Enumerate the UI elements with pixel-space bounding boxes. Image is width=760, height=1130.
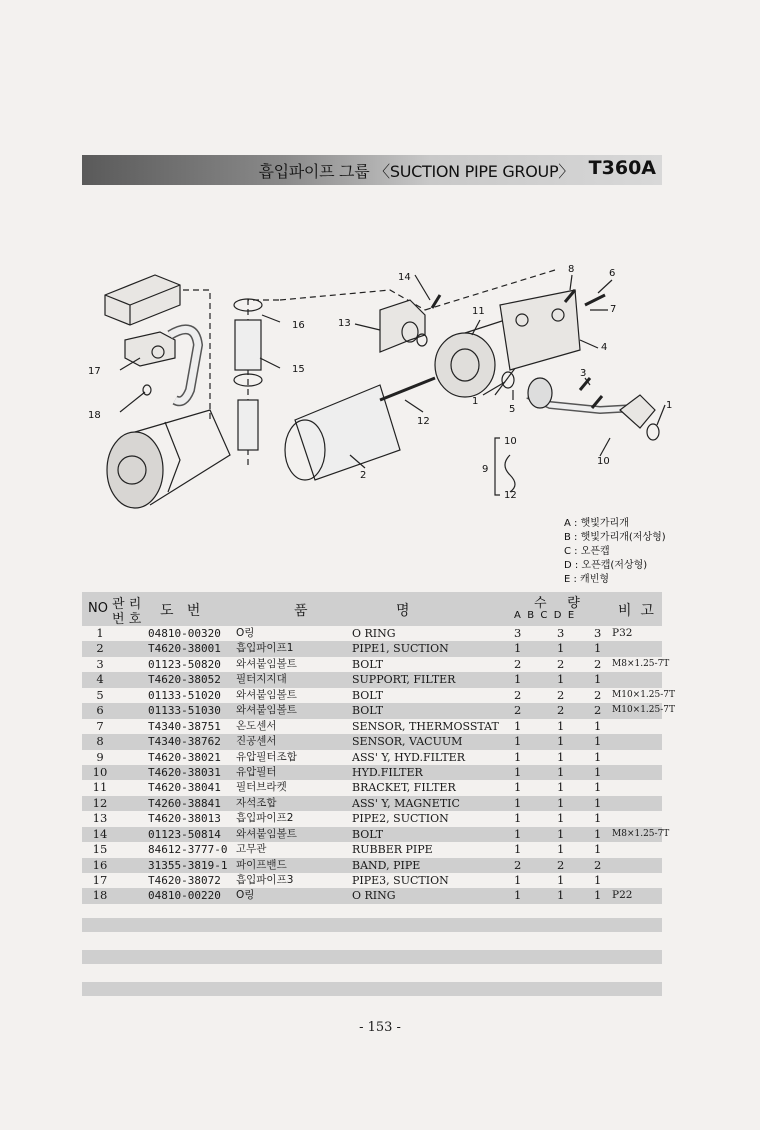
table-row — [82, 826, 670, 842]
cell-english-name: PIPE2, SUCTION — [352, 812, 449, 826]
cell-part-number: T4620-38052 — [148, 673, 221, 687]
cell-english-name: ASS' Y, HYD.FILTER — [352, 750, 465, 764]
cell-qty-a: 1 — [514, 641, 522, 656]
cell-english-name: BOLT — [352, 688, 384, 702]
legend-item: B : 햇빛가리개(저상형) — [564, 532, 666, 543]
header-remarks: 비 고 — [618, 603, 654, 619]
cell-qty-a: 1 — [514, 749, 522, 764]
exploded-parts-diagram — [80, 260, 680, 520]
header-item-a: 품 — [294, 603, 308, 619]
cell-qty-c: 2 — [557, 857, 565, 872]
cell-qty-a: 1 — [514, 826, 522, 841]
cell-no: 9 — [96, 749, 104, 764]
callout-label: 2 — [360, 470, 367, 481]
table-row — [82, 734, 662, 749]
cell-qty-c: 2 — [557, 687, 565, 702]
table-row — [82, 656, 670, 672]
cell-qty-e: 1 — [594, 795, 602, 810]
cell-qty-e: 1 — [594, 780, 602, 795]
cell-qty-c: 1 — [557, 672, 565, 687]
cell-qty-c: 1 — [557, 780, 565, 795]
cell-qty-a: 2 — [514, 703, 522, 718]
cell-english-name: PIPE1, SUCTION — [352, 642, 449, 656]
cell-qty-e: 1 — [594, 672, 602, 687]
cell-part-number: T4620-38021 — [148, 750, 221, 764]
cell-qty-c: 2 — [557, 656, 565, 671]
cell-qty-e: 1 — [594, 734, 602, 749]
header-mgmt-top: 관 리 — [112, 597, 142, 612]
cell-qty-e: 2 — [594, 656, 602, 671]
cell-english-name: BOLT — [352, 827, 384, 841]
cell-no: 3 — [96, 656, 104, 671]
table-row — [82, 687, 676, 703]
cell-part-number: T4340-38751 — [148, 719, 221, 733]
legend-item: D : 오픈캡(저상형) — [564, 560, 648, 571]
parts-table-header — [82, 592, 662, 626]
header-no: NO — [88, 601, 108, 616]
cell-qty-a: 3 — [514, 626, 522, 640]
cell-part-number: 04810-00320 — [148, 627, 221, 640]
cell-no: 14 — [92, 826, 108, 841]
cell-english-name: BRACKET, FILTER — [352, 781, 456, 795]
cell-english-name: O RING — [352, 889, 396, 903]
callout-label: 10 — [504, 436, 517, 447]
cell-part-number: T4260-38841 — [148, 796, 221, 810]
cell-part-number: 01133-51020 — [148, 688, 221, 702]
table-row — [82, 842, 662, 857]
cell-remarks: M10×1.25-7T — [612, 689, 676, 700]
header-quantity: 수 량 — [534, 596, 580, 611]
callout-label: 8 — [568, 264, 575, 275]
cell-korean-name: 고무관 — [236, 843, 267, 856]
callout-label: 9 — [482, 464, 489, 475]
cell-part-number: 01123-50814 — [148, 827, 221, 841]
cell-qty-c: 1 — [557, 826, 565, 841]
empty-row — [82, 982, 662, 996]
cell-qty-a: 2 — [514, 656, 522, 671]
cell-qty-a: 2 — [514, 687, 522, 702]
legend-item: A : 햇빛가리개 — [564, 518, 629, 529]
cell-no: 18 — [92, 888, 108, 903]
table-row — [82, 719, 662, 734]
cell-korean-name: 자석조합 — [236, 796, 277, 809]
cell-korean-name: O링 — [236, 627, 255, 639]
cell-english-name: O RING — [352, 627, 396, 640]
cell-qty-a: 1 — [514, 764, 522, 779]
cell-no: 7 — [96, 718, 104, 733]
table-row — [82, 626, 662, 641]
cell-korean-name: 흡입파이프1 — [236, 642, 294, 655]
cell-qty-e: 1 — [594, 873, 602, 887]
cell-no: 15 — [92, 842, 108, 857]
cell-qty-e: 1 — [594, 811, 602, 826]
cell-qty-c: 1 — [557, 888, 565, 903]
callout-label: 10 — [597, 456, 610, 467]
cell-qty-a: 1 — [514, 811, 522, 826]
model-code: T360A — [588, 157, 656, 179]
cell-english-name: BAND, PIPE — [352, 858, 421, 872]
table-row — [82, 796, 662, 811]
callout-label: 6 — [609, 268, 616, 279]
header-mgmt-bottom: 번 호 — [112, 612, 142, 627]
header-quantity-cols: A B C D E — [514, 610, 575, 621]
cell-english-name: HYD.FILTER — [352, 765, 423, 779]
header-drawing-no: 도 번 — [160, 603, 201, 619]
table-row — [82, 765, 662, 780]
cell-part-number: T4620-38072 — [148, 874, 221, 887]
cell-qty-e: 2 — [594, 687, 602, 702]
cell-remarks: M10×1.25-7T — [612, 705, 676, 716]
cell-qty-c: 1 — [557, 641, 565, 656]
cell-english-name: RUBBER PIPE — [352, 843, 433, 857]
callout-label: 12 — [504, 490, 517, 501]
cell-english-name: SENSOR, THERMOSSTAT — [352, 719, 499, 733]
cell-qty-c: 1 — [557, 764, 565, 779]
cell-english-name: SENSOR, VACUUM — [352, 735, 463, 749]
cell-qty-e: 1 — [594, 749, 602, 764]
callout-label: 4 — [601, 342, 608, 353]
cell-korean-name: 필터브라켓 — [236, 781, 287, 794]
cell-remarks: M8×1.25-7T — [612, 828, 670, 839]
cell-qty-e: 1 — [594, 888, 602, 903]
cell-korean-name: 유압필터조합 — [236, 750, 297, 763]
cell-no: 6 — [96, 703, 104, 718]
cell-remarks: P22 — [612, 889, 633, 902]
cell-qty-c: 1 — [557, 873, 565, 887]
cell-english-name: ASS' Y, MAGNETIC — [352, 796, 460, 810]
cell-no: 4 — [96, 672, 104, 687]
cell-qty-e: 1 — [594, 826, 602, 841]
cell-korean-name: 와셔붙임볼트 — [236, 827, 297, 840]
cell-no: 13 — [92, 811, 108, 826]
cell-qty-c: 2 — [557, 703, 565, 718]
cell-korean-name: 파이프밴드 — [236, 858, 287, 871]
empty-row — [82, 950, 662, 964]
cell-korean-name: 유압필터 — [236, 765, 277, 778]
cell-qty-c: 1 — [557, 749, 565, 764]
cell-no: 17 — [92, 873, 108, 887]
cell-part-number: T4620-38001 — [148, 642, 221, 656]
callout-label: 3 — [580, 368, 587, 379]
cell-part-number: 84612-3777-0 — [148, 843, 228, 857]
cell-korean-name: 진공센서 — [236, 735, 277, 748]
cell-qty-a: 1 — [514, 672, 522, 687]
table-row — [82, 873, 662, 888]
cell-korean-name: 흡입파이프2 — [236, 812, 294, 825]
table-row — [82, 858, 662, 873]
cell-qty-e: 3 — [594, 626, 602, 640]
callout-label: 7 — [610, 304, 617, 315]
cell-part-number: T4620-38031 — [148, 765, 221, 779]
callout-label: 5 — [509, 404, 516, 415]
cell-part-number: T4620-38041 — [148, 781, 221, 795]
cell-qty-e: 1 — [594, 718, 602, 733]
callout-label: 1 — [666, 400, 673, 411]
callout-label: 18 — [88, 410, 101, 421]
callout-label: 17 — [88, 366, 101, 377]
cell-english-name: PIPE3, SUCTION — [352, 874, 449, 887]
cell-no: 1 — [96, 626, 104, 640]
cell-qty-e: 1 — [594, 764, 602, 779]
callout-label: 11 — [472, 306, 485, 317]
legend-item: C : 오픈캡 — [564, 546, 610, 557]
cell-no: 5 — [96, 687, 104, 702]
cell-qty-e: 1 — [594, 842, 602, 857]
cell-qty-e: 2 — [594, 857, 602, 872]
cell-qty-a: 2 — [514, 857, 522, 872]
cell-qty-a: 1 — [514, 734, 522, 749]
cell-part-number: T4620-38013 — [148, 812, 221, 826]
table-row — [82, 811, 662, 826]
cell-qty-e: 1 — [594, 641, 602, 656]
parts-table-body — [82, 626, 676, 904]
callout-label: 16 — [292, 320, 305, 331]
header-item-b: 명 — [396, 603, 410, 619]
section-title: 흡입파이프 그룹 〈SUCTION PIPE GROUP〉 — [258, 162, 574, 181]
cell-qty-a: 1 — [514, 718, 522, 733]
section-title-bar — [82, 155, 662, 185]
callout-label: 1 — [472, 396, 479, 407]
cell-qty-a: 1 — [514, 780, 522, 795]
cell-korean-name: 온도센서 — [236, 719, 277, 732]
cell-korean-name: 필터지지대 — [236, 673, 287, 686]
cell-english-name: BOLT — [352, 657, 384, 671]
cell-korean-name: 와셔붙임볼트 — [236, 657, 297, 670]
cell-no: 2 — [96, 641, 104, 656]
cell-qty-a: 1 — [514, 888, 522, 903]
callout-label: 14 — [398, 272, 411, 283]
callout-label: 12 — [417, 416, 430, 427]
cell-korean-name: 와셔붙임볼트 — [236, 704, 297, 717]
cell-korean-name: 흡입파이프3 — [236, 874, 294, 886]
cell-qty-c: 1 — [557, 734, 565, 749]
table-row — [82, 641, 662, 656]
table-row — [82, 703, 676, 718]
cell-part-number: 31355-3819-1 — [148, 858, 228, 872]
cell-part-number: T4340-38762 — [148, 735, 221, 749]
cell-qty-a: 1 — [514, 795, 522, 810]
cell-qty-a: 1 — [514, 873, 522, 887]
cell-no: 11 — [92, 780, 108, 795]
cell-qty-c: 1 — [557, 811, 565, 826]
cell-qty-c: 3 — [557, 626, 565, 640]
callout-label: 15 — [292, 364, 305, 375]
cell-qty-a: 1 — [514, 842, 522, 857]
cell-qty-c: 1 — [557, 795, 565, 810]
table-row — [82, 780, 662, 795]
table-row — [82, 750, 662, 765]
callout-label: 13 — [338, 318, 351, 329]
cell-remarks: M8×1.25-7T — [612, 658, 670, 669]
cell-qty-e: 2 — [594, 703, 602, 718]
cell-no: 10 — [92, 764, 108, 779]
model-legend — [564, 517, 666, 587]
table-row — [82, 888, 662, 903]
cell-korean-name: O링 — [236, 889, 255, 902]
cell-no: 16 — [92, 857, 108, 872]
cell-part-number: 01123-50820 — [148, 657, 221, 671]
cell-korean-name: 와셔붙임볼트 — [236, 688, 297, 701]
cell-no: 8 — [96, 734, 104, 749]
legend-item: E : 캐빈형 — [564, 574, 610, 585]
cell-part-number: 01133-51030 — [148, 704, 221, 718]
empty-row — [82, 918, 662, 932]
cell-english-name: BOLT — [352, 704, 384, 718]
cell-qty-c: 1 — [557, 718, 565, 733]
page-number: - 153 - — [359, 1020, 401, 1035]
cell-remarks: P32 — [612, 627, 633, 639]
cell-qty-c: 1 — [557, 842, 565, 857]
cell-part-number: 04810-00220 — [148, 889, 221, 903]
cell-no: 12 — [92, 795, 108, 810]
cell-english-name: SUPPORT, FILTER — [352, 673, 456, 687]
table-row — [82, 672, 662, 687]
